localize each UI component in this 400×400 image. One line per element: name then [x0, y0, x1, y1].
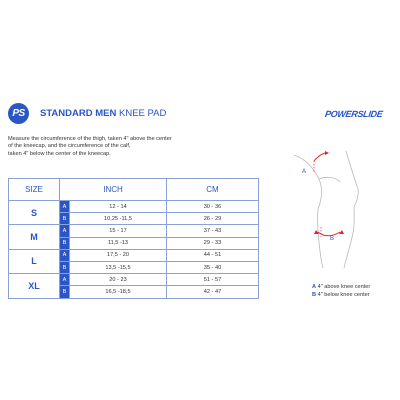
powerslide-logo-icon: PS	[8, 103, 29, 124]
size-label: L	[9, 249, 60, 273]
inch-value: 12 - 14	[70, 201, 167, 213]
inch-value: 11,5 -13	[70, 237, 167, 249]
table-row	[9, 201, 259, 213]
legend-text-a: 4" above knee center	[316, 284, 371, 290]
cm-value: 44 - 51	[167, 249, 259, 261]
legend-text-b: 4" below knee center	[316, 292, 370, 298]
inch-value: 15 - 17	[70, 225, 167, 237]
measure-a-label: A	[60, 201, 70, 213]
cm-value: 29 - 33	[167, 237, 259, 249]
measure-b-label: B	[60, 237, 70, 249]
arrow-a-icon	[314, 153, 325, 161]
cm-value: 37 - 43	[167, 225, 259, 237]
diagram-legend	[312, 283, 370, 299]
table-row	[9, 249, 259, 261]
header-inch: INCH	[60, 179, 167, 201]
measure-b-label: B	[60, 286, 70, 298]
legend-key-b: B	[312, 292, 317, 298]
cm-value: 35 - 40	[167, 261, 259, 273]
size-label: XL	[9, 274, 60, 298]
legend-item-a	[312, 283, 370, 291]
inch-value: 20 - 23	[70, 274, 167, 286]
title-bold: STANDARD MEN	[40, 108, 117, 119]
brand-logo: POWERSLIDE	[324, 109, 384, 119]
cm-value: 30 - 36	[167, 201, 259, 213]
size-label: M	[9, 225, 60, 249]
table-header-row	[9, 179, 259, 201]
knee-diagram	[288, 143, 398, 268]
diagram-label-a: A	[302, 169, 307, 175]
legend-key-a: A	[312, 284, 317, 290]
header-cm: CM	[167, 179, 259, 201]
measure-a-label: A	[60, 225, 70, 237]
size-label: S	[9, 201, 60, 225]
instruction-line: Measure the circumference of the thigh, taken 4" above the center	[8, 136, 172, 142]
measurement-instructions	[8, 136, 258, 158]
page-title	[40, 108, 166, 119]
instruction-line: taken 4" below the center of the kneecap.	[8, 150, 111, 157]
measure-a-label: A	[60, 249, 70, 261]
inch-value: 13,5 -15,5	[70, 261, 167, 273]
header-size: SIZE	[9, 179, 60, 201]
title-light: KNEE PAD	[116, 108, 167, 119]
table-row	[9, 274, 259, 286]
size-chart-table	[8, 178, 259, 299]
cm-value: 42 - 47	[167, 286, 259, 298]
cm-value: 26 - 29	[167, 213, 259, 225]
inch-value: 16,5 -18,5	[70, 286, 167, 298]
table-row	[9, 225, 259, 237]
inch-value: 17,5 - 20	[70, 249, 167, 261]
cm-value: 51 - 57	[167, 274, 259, 286]
measure-b-label: B	[60, 261, 70, 273]
legend-item-b	[312, 291, 370, 299]
inch-value: 10,25 -11,5	[70, 213, 167, 225]
diagram-label-b: B	[330, 236, 335, 242]
measure-a-label: A	[60, 274, 70, 286]
instruction-line: of the kneecap, and the circumference of the calf,	[8, 143, 131, 150]
measure-b-label: B	[60, 213, 70, 225]
measure-arrows	[314, 151, 344, 236]
